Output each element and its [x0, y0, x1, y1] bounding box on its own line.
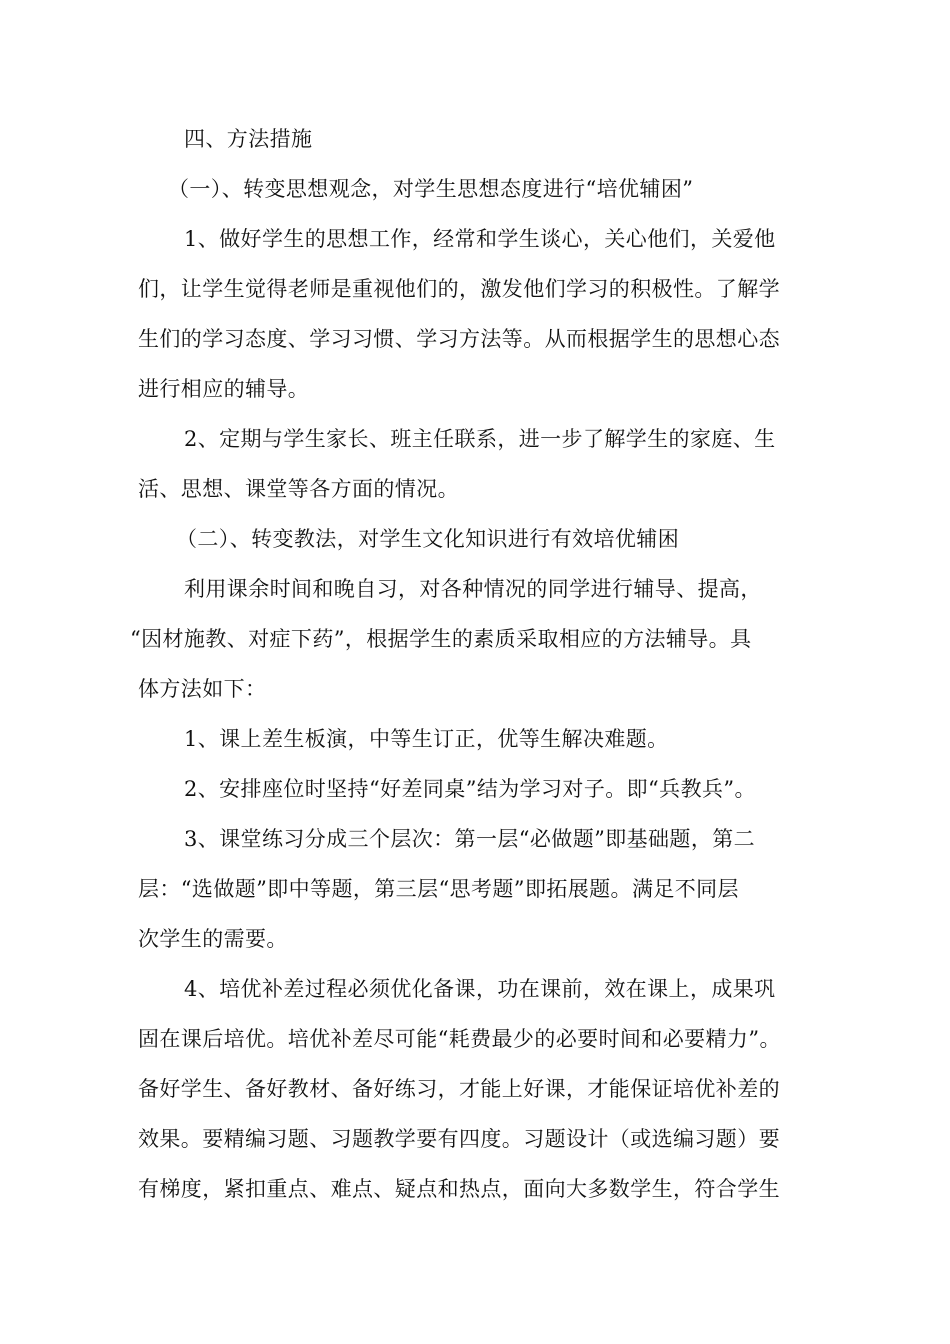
paragraph-line: 们，让学生觉得老师是重视他们的，激发他们学习的积极性。了解学 — [138, 277, 780, 301]
subsection-heading: （一）、转变思想观念，对学生思想态度进行“培优辅困” — [168, 177, 694, 201]
section-heading: 四、方法措施 — [184, 127, 313, 151]
paragraph-line: 固在课后培优。培优补差尽可能“耗费最少的必要时间和必要精力”。 — [138, 1027, 781, 1051]
paragraph-line: 2、定期与学生家长、班主任联系，进一步了解学生的家庭、生 — [184, 427, 776, 451]
paragraph-line: 1、课上差生板演，中等生订正，优等生解决难题。 — [184, 727, 669, 751]
paragraph-line: 体方法如下： — [138, 677, 267, 701]
paragraph-line: 生们的学习态度、学习习惯、学习方法等。从而根据学生的思想心态 — [138, 327, 780, 351]
paragraph-line: 4、培优补差过程必须优化备课，功在课前，效在课上，成果巩 — [184, 977, 776, 1001]
paragraph-line: 利用课余时间和晚自习，对各种情况的同学进行辅导、提高， — [184, 577, 762, 601]
paragraph-line: 有梯度，紧扣重点、难点、疑点和热点，面向大多数学生，符合学生 — [138, 1177, 780, 1201]
paragraph-line: 1、做好学生的思想工作，经常和学生谈心，关心他们，关爱他 — [184, 227, 776, 251]
paragraph-line: 次学生的需要。 — [138, 927, 288, 951]
paragraph-line: 活、思想、课堂等各方面的情况。 — [138, 477, 459, 501]
subsection-heading: （二）、转变教法，对学生文化知识进行有效培优辅困 — [176, 527, 680, 551]
paragraph-line: 2、安排座位时坚持“好差同桌”结为学习对子。即“兵教兵”。 — [184, 777, 756, 801]
paragraph-line: 层：“选做题”即中等题，第三层“思考题”即拓展题。满足不同层 — [138, 877, 739, 901]
paragraph-line: 效果。要精编习题、习题教学要有四度。习题设计（或选编习题）要 — [138, 1127, 780, 1151]
paragraph-line: 进行相应的辅导。 — [138, 377, 310, 401]
paragraph-line: 3、课堂练习分成三个层次：第一层“必做题”即基础题，第二 — [184, 827, 756, 851]
paragraph-line: 备好学生、备好教材、备好练习，才能上好课，才能保证培优补差的 — [138, 1077, 780, 1101]
paragraph-line: “因材施教、对症下药”，根据学生的素质采取相应的方法辅导。具 — [130, 627, 752, 651]
